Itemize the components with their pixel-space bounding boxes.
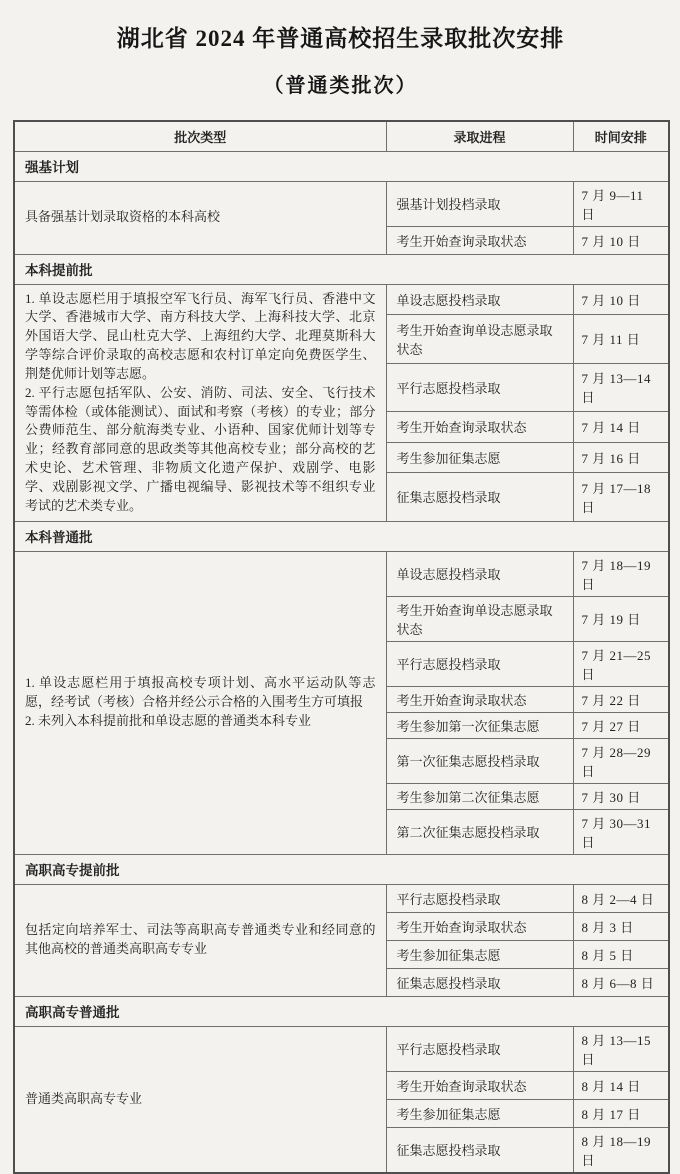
process-cell: 征集志愿投档录取	[386, 968, 573, 996]
time-cell: 8 月 17 日	[573, 1099, 669, 1127]
process-cell: 单设志愿投档录取	[386, 551, 573, 596]
section-title: 强基计划	[14, 151, 669, 181]
batch-description-line: 包括定向培养军士、司法等高职高专普通类专业和经同意的其他高校的普通类高职高专专业	[25, 922, 376, 957]
admission-schedule-table	[13, 120, 670, 1174]
process-cell: 平行志愿投档录取	[386, 641, 573, 686]
time-cell: 7 月 30 日	[573, 783, 669, 809]
process-cell: 强基计划投档录取	[386, 181, 573, 226]
section-row	[14, 254, 669, 284]
page-subtitle: （普通类批次）	[263, 75, 418, 97]
process-cell: 考生参加第一次征集志愿	[386, 712, 573, 738]
process-cell: 考生参加第二次征集志愿	[386, 783, 573, 809]
section-title: 本科提前批	[14, 254, 669, 284]
process-cell: 考生开始查询录取状态	[386, 686, 573, 712]
process-cell: 平行志愿投档录取	[386, 884, 573, 912]
header-cell-time-schedule: 时间安排	[573, 121, 669, 151]
process-cell: 考生开始查询录取状态	[386, 1071, 573, 1099]
process-cell: 考生参加征集志愿	[386, 442, 573, 472]
batch-description-cell	[14, 884, 386, 996]
section-title: 本科普通批	[14, 521, 669, 551]
time-cell: 8 月 18—19 日	[573, 1127, 669, 1173]
batch-description-line: 2. 平行志愿包括军队、公安、消防、司法、安全、飞行技术等需体检（或体能测试）、面试和考察（考核）的专业；部分公费师范生、部分航海类专业、小语种、国家优师计划等专业；经教育部同意的思政类等其他高校专业；部分高校的艺术史论、艺术管理、非物质文化遗产保护、戏剧学、电影学、戏剧影视文学、广播电视编导、影视技术等不组织专业考试的艺术类专业。	[25, 384, 376, 513]
table-header-row	[14, 121, 669, 151]
process-cell: 考生参加征集志愿	[386, 940, 573, 968]
process-cell: 考生参加征集志愿	[386, 1099, 573, 1127]
time-cell: 7 月 19 日	[573, 596, 669, 641]
table-row	[14, 551, 669, 596]
batch-description-cell	[14, 1026, 386, 1173]
process-cell: 征集志愿投档录取	[386, 472, 573, 521]
section-row	[14, 151, 669, 181]
table-row	[14, 884, 669, 912]
time-cell: 8 月 3 日	[573, 912, 669, 940]
process-cell: 平行志愿投档录取	[386, 1026, 573, 1071]
section-row	[14, 854, 669, 884]
time-cell: 8 月 2—4 日	[573, 884, 669, 912]
time-cell: 7 月 14 日	[573, 412, 669, 442]
time-cell: 7 月 18—19 日	[573, 551, 669, 596]
time-cell: 7 月 10 日	[573, 284, 669, 314]
time-cell: 7 月 30—31 日	[573, 809, 669, 854]
table-row	[14, 1026, 669, 1071]
time-cell: 8 月 13—15 日	[573, 1026, 669, 1071]
batch-description-cell	[14, 284, 386, 521]
header-cell-admission-process: 录取进程	[386, 121, 573, 151]
time-cell: 7 月 27 日	[573, 712, 669, 738]
time-cell: 8 月 5 日	[573, 940, 669, 968]
header-cell-batch-type: 批次类型	[14, 121, 386, 151]
batch-description-line: 具备强基计划录取资格的本科高校	[25, 209, 221, 225]
process-cell: 征集志愿投档录取	[386, 1127, 573, 1173]
time-cell: 7 月 13—14 日	[573, 363, 669, 412]
process-cell: 平行志愿投档录取	[386, 363, 573, 412]
page-title: 湖北省 2024 年普通高校招生录取批次安排	[116, 26, 565, 51]
section-title: 高职高专提前批	[14, 854, 669, 884]
section-title: 高职高专普通批	[14, 996, 669, 1026]
batch-description-line: 普通类高职高专专业	[25, 1090, 143, 1106]
batch-description-cell	[14, 181, 386, 254]
batch-description-line: 2. 未列入本科提前批和单设志愿的普通类本科专业	[25, 713, 312, 729]
time-cell: 7 月 22 日	[573, 686, 669, 712]
time-cell: 7 月 16 日	[573, 442, 669, 472]
batch-description-line: 1. 单设志愿栏用于填报空军飞行员、海军飞行员、香港中文大学、香港城市大学、南方科技大学、上海科技大学、北京外国语大学、昆山杜克大学、上海纽约大学、北理莫斯科大学等综合评价录取的高校志愿和农村订单定向免费医学生、荆楚优师计划等志愿。	[25, 290, 376, 381]
time-cell: 7 月 21—25 日	[573, 641, 669, 686]
time-cell: 7 月 17—18 日	[573, 472, 669, 521]
table-row	[14, 181, 669, 226]
section-row	[14, 996, 669, 1026]
process-cell: 考生开始查询单设志愿录取状态	[386, 314, 573, 363]
process-cell: 考生开始查询单设志愿录取状态	[386, 596, 573, 641]
process-cell: 考生开始查询录取状态	[386, 412, 573, 442]
time-cell: 8 月 6—8 日	[573, 968, 669, 996]
process-cell: 考生开始查询录取状态	[386, 912, 573, 940]
time-cell: 8 月 14 日	[573, 1071, 669, 1099]
table-row	[14, 284, 669, 314]
process-cell: 考生开始查询录取状态	[386, 226, 573, 254]
batch-description-line: 1. 单设志愿栏用于填报高校专项计划、高水平运动队等志愿，经考试（考核）合格并经公示合格的入围考生方可填报	[25, 675, 376, 710]
section-row	[14, 521, 669, 551]
time-cell: 7 月 9—11 日	[573, 181, 669, 226]
process-cell: 第一次征集志愿投档录取	[386, 738, 573, 783]
time-cell: 7 月 10 日	[573, 226, 669, 254]
time-cell: 7 月 28—29 日	[573, 738, 669, 783]
process-cell: 第二次征集志愿投档录取	[386, 809, 573, 854]
batch-description-cell	[14, 551, 386, 854]
process-cell: 单设志愿投档录取	[386, 284, 573, 314]
time-cell: 7 月 11 日	[573, 314, 669, 363]
